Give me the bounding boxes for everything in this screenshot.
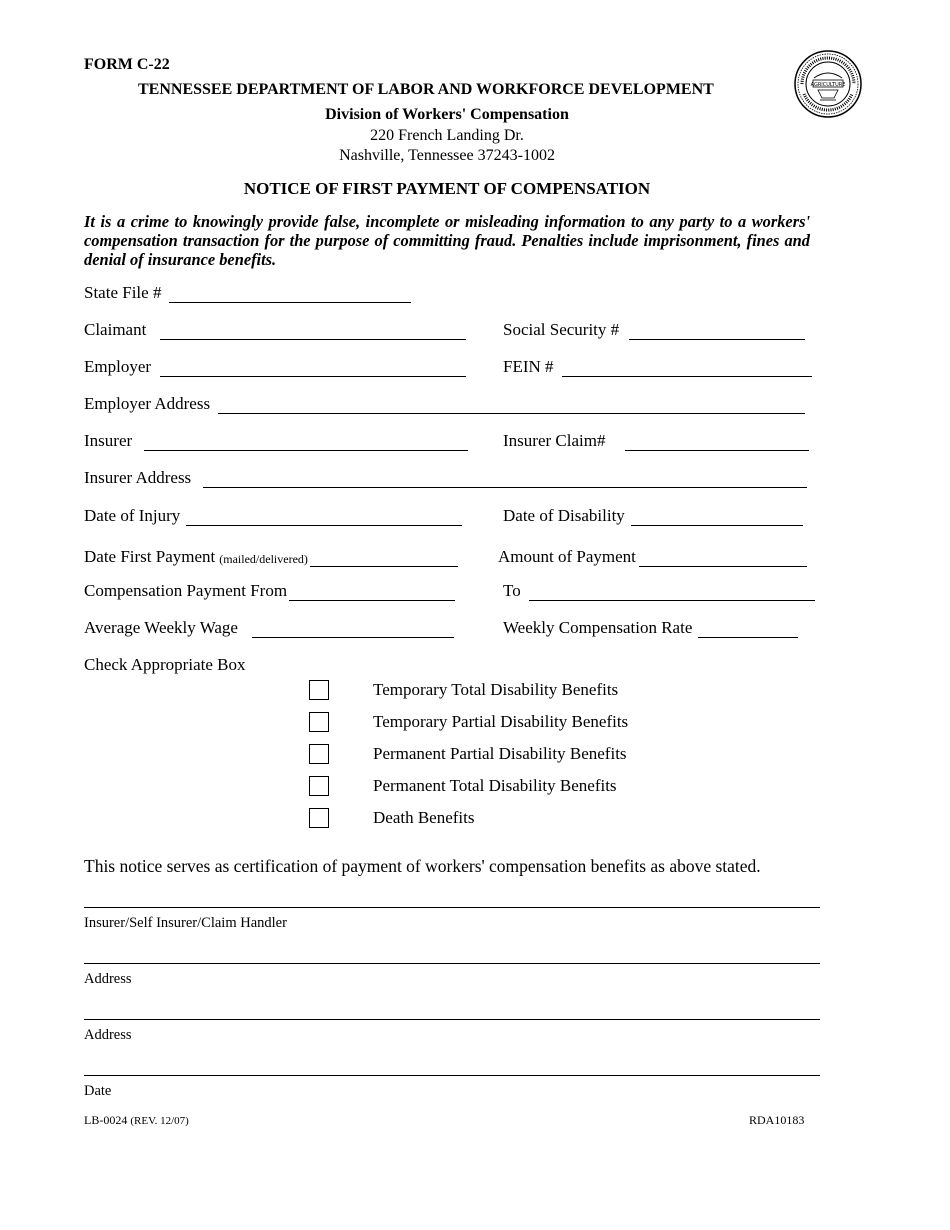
insurer-claim-line[interactable] <box>625 436 809 451</box>
date-first-payment-field[interactable] <box>84 547 458 567</box>
date-of-injury-label: Date of Injury <box>84 506 181 525</box>
handler-label: Insurer/Self Insurer/Claim Handler <box>84 915 287 931</box>
insurer-address-line[interactable] <box>203 473 807 488</box>
amount-of-payment-label: Amount of Payment <box>498 547 636 566</box>
certification-statement: This notice serves as certification of payment of workers' compensation benefits as above stated. <box>84 856 761 876</box>
insurer-label: Insurer <box>84 431 133 450</box>
weekly-compensation-rate-field[interactable] <box>503 618 798 638</box>
address-line-1-signature[interactable] <box>84 963 820 964</box>
form-number <box>84 1113 189 1128</box>
label-permanent-partial: Permanent Partial Disability Benefits <box>373 744 627 763</box>
handler-signature-line[interactable] <box>84 907 820 908</box>
fraud-warning: It is a crime to knowingly provide false, incomplete or misleading information to any party to a workers' compensation transaction for the purpose of committing fraud. Penalties include imprisonment, fines and denial of insurance benefits. <box>84 212 810 269</box>
employer-address-label: Employer Address <box>84 394 211 413</box>
date-label: Date <box>84 1083 112 1099</box>
date-of-disability-line[interactable] <box>631 511 803 526</box>
fein-line[interactable] <box>562 362 812 377</box>
date-signature-line[interactable] <box>84 1075 820 1076</box>
ssn-label: Social Security # <box>503 320 620 339</box>
form-title: NOTICE OF FIRST PAYMENT OF COMPENSATION <box>243 179 651 198</box>
state-seal-icon <box>794 48 862 120</box>
form-id: FORM C-22 <box>84 56 170 73</box>
state-file-line[interactable] <box>169 288 411 303</box>
state-file-field[interactable] <box>84 283 411 303</box>
weekly-compensation-rate-line[interactable] <box>698 623 798 638</box>
employer-label: Employer <box>84 357 152 376</box>
insurer-line[interactable] <box>144 436 468 451</box>
division-name: Division of Workers' Compensation <box>325 106 569 123</box>
address-line-2-signature[interactable] <box>84 1019 820 1020</box>
claimant-field[interactable] <box>84 320 466 340</box>
date-first-payment-note: (mailed/delivered) <box>219 552 308 566</box>
rda-code: RDA10183 <box>749 1113 805 1127</box>
ssn-line[interactable] <box>629 325 805 340</box>
date-of-disability-field[interactable] <box>503 506 803 526</box>
label-temporary-total: Temporary Total Disability Benefits <box>373 680 619 699</box>
check-box-section-label: Check Appropriate Box <box>84 655 246 674</box>
checkbox-temporary-partial[interactable] <box>309 712 329 732</box>
label-permanent-total: Permanent Total Disability Benefits <box>373 776 617 795</box>
seal-text: AGRICULTURE <box>810 81 846 88</box>
insurer-field[interactable] <box>84 431 468 451</box>
fein-label: FEIN # <box>503 357 554 376</box>
checkbox-permanent-partial[interactable] <box>309 744 329 764</box>
amount-of-payment-field[interactable] <box>498 547 807 567</box>
compensation-payment-from-label: Compensation Payment From <box>84 581 288 600</box>
fein-field[interactable] <box>503 357 812 377</box>
payment-to-field[interactable] <box>503 581 815 601</box>
insurer-address-field[interactable] <box>84 468 807 488</box>
claimant-line[interactable] <box>160 325 466 340</box>
insurer-address-label: Insurer Address <box>84 468 192 487</box>
insurer-claim-label: Insurer Claim# <box>503 431 606 450</box>
ssn-field[interactable] <box>503 320 805 340</box>
address-label-2: Address <box>84 1027 132 1043</box>
employer-field[interactable] <box>84 357 466 377</box>
date-of-injury-field[interactable] <box>84 506 462 526</box>
state-file-label: State File # <box>84 283 162 302</box>
label-temporary-partial: Temporary Partial Disability Benefits <box>373 712 629 731</box>
address-label-1: Address <box>84 971 132 987</box>
employer-address-field[interactable] <box>84 394 805 414</box>
label-death-benefits: Death Benefits <box>373 808 475 827</box>
payment-to-label: To <box>503 581 521 600</box>
checkbox-death-benefits[interactable] <box>309 808 329 828</box>
form-number-code: LB-0024 <box>84 1113 128 1127</box>
date-of-injury-line[interactable] <box>186 511 462 526</box>
amount-of-payment-line[interactable] <box>639 552 807 567</box>
average-weekly-wage-line[interactable] <box>252 623 454 638</box>
date-first-payment-label: Date First Payment <box>84 547 216 566</box>
claimant-label: Claimant <box>84 320 147 339</box>
weekly-compensation-rate-label: Weekly Compensation Rate <box>503 618 693 637</box>
address-line-1: 220 French Landing Dr. <box>370 127 524 144</box>
compensation-payment-from-field[interactable] <box>84 581 455 601</box>
address-line-2: Nashville, Tennessee 37243-1002 <box>339 147 555 164</box>
checkbox-permanent-total[interactable] <box>309 776 329 796</box>
average-weekly-wage-field[interactable] <box>84 618 454 638</box>
compensation-payment-from-line[interactable] <box>289 586 455 601</box>
employer-address-line[interactable] <box>218 399 805 414</box>
date-of-disability-label: Date of Disability <box>503 506 625 525</box>
form-revision: (REV. 12/07) <box>130 1115 189 1127</box>
average-weekly-wage-label: Average Weekly Wage <box>84 618 238 637</box>
department-name: TENNESSEE DEPARTMENT OF LABOR AND WORKFORCE DEVELOPMENT <box>138 81 714 98</box>
payment-to-line[interactable] <box>529 586 815 601</box>
insurer-claim-field[interactable] <box>503 431 809 451</box>
employer-line[interactable] <box>160 362 466 377</box>
checkbox-temporary-total[interactable] <box>309 680 329 700</box>
date-first-payment-line[interactable] <box>310 552 458 567</box>
